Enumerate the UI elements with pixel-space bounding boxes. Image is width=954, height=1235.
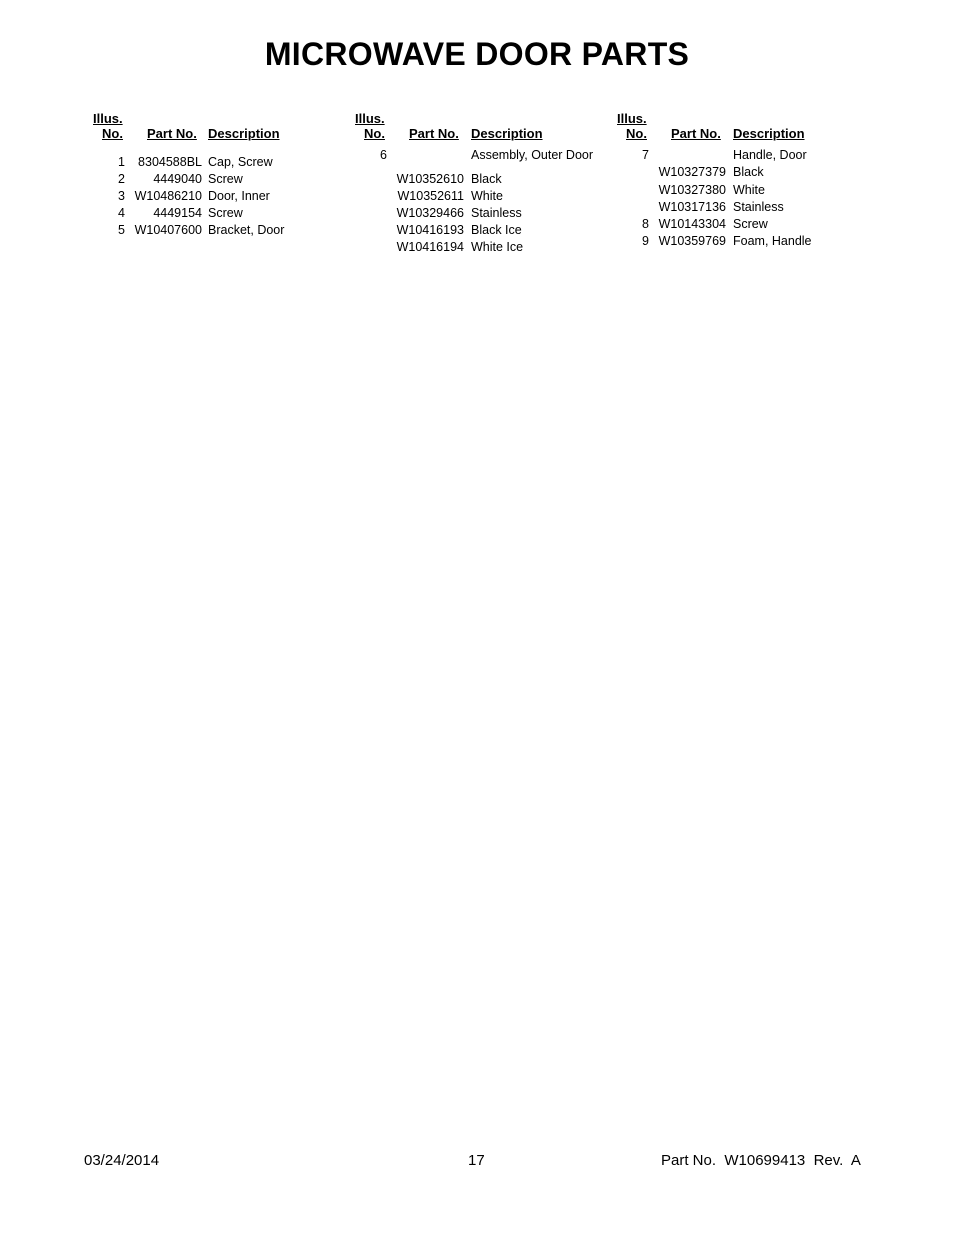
- illus-number: 9: [642, 234, 649, 248]
- part-number: W10317136: [658, 200, 726, 214]
- part-number: W10327379: [658, 165, 726, 179]
- illus-number: 3: [118, 189, 125, 203]
- part-number: 4449154: [153, 206, 202, 220]
- part-description: Black: [471, 172, 502, 186]
- illus-number: 1: [118, 155, 125, 169]
- illus-header-line1: Illus.: [93, 111, 123, 126]
- part-description: White: [733, 183, 765, 197]
- part-number: W10359769: [658, 234, 726, 248]
- part-number: W10352611: [397, 189, 464, 203]
- illus-header-line1: Illus.: [355, 111, 385, 126]
- part-no-header: Part No.: [147, 126, 197, 141]
- part-number: W10407600: [134, 223, 202, 237]
- part-description: Stainless: [733, 200, 784, 214]
- illus-number: 7: [642, 148, 649, 162]
- part-description: Handle, Door: [733, 148, 807, 162]
- part-number: W10327380: [658, 183, 726, 197]
- part-number: W10352610: [396, 172, 464, 186]
- illus-number: 4: [118, 206, 125, 220]
- part-description: Door, Inner: [208, 189, 270, 203]
- part-description: Screw: [208, 206, 243, 220]
- footer-part-number: Part No. W10699413 Rev. A: [661, 1152, 861, 1169]
- footer-page-number: 17: [468, 1152, 485, 1169]
- part-number: W10486210: [134, 189, 202, 203]
- description-header: Description: [471, 126, 543, 141]
- illus-header-line1: Illus.: [617, 111, 647, 126]
- illus-number: 5: [118, 223, 125, 237]
- illus-header-line2: No.: [364, 126, 385, 141]
- illus-number: 2: [118, 172, 125, 186]
- part-number: W10416193: [396, 223, 464, 237]
- part-number: W10416194: [396, 240, 464, 254]
- illus-number: 6: [380, 148, 387, 162]
- description-header: Description: [733, 126, 805, 141]
- part-no-header: Part No.: [671, 126, 721, 141]
- part-description: Assembly, Outer Door: [471, 148, 594, 162]
- part-description: Foam, Handle: [733, 234, 812, 248]
- part-number: W10329466: [396, 206, 464, 220]
- illus-header-line2: No.: [102, 126, 123, 141]
- part-no-header: Part No.: [409, 126, 459, 141]
- part-description: White Ice: [471, 240, 524, 254]
- illus-number: 8: [642, 217, 649, 231]
- part-description: Screw: [208, 172, 243, 186]
- footer-date: 03/24/2014: [84, 1152, 160, 1169]
- part-description: Cap, Screw: [208, 155, 273, 169]
- part-description: White: [471, 189, 503, 203]
- part-description: Stainless: [471, 206, 522, 220]
- part-number: W10143304: [658, 217, 726, 231]
- part-description: Screw: [733, 217, 768, 231]
- illus-header-line2: No.: [626, 126, 647, 141]
- page-title: MICROWAVE DOOR PARTS: [264, 36, 690, 72]
- part-description: Bracket, Door: [208, 223, 285, 237]
- part-number: 4449040: [153, 172, 202, 186]
- part-description: Black: [733, 165, 764, 179]
- part-description: Black Ice: [471, 223, 522, 237]
- part-number: 8304588BL: [138, 155, 202, 169]
- description-header: Description: [208, 126, 280, 141]
